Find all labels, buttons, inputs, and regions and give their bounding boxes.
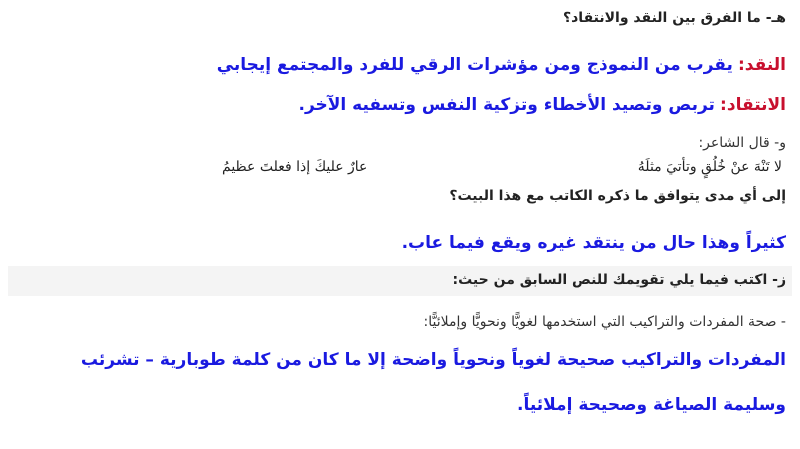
evaluation-point: - صحة المفردات والتراكيب التي استخدمها لغويًّا ونحويًّا وإملائيًّا: bbox=[423, 314, 786, 330]
intiqad-answer: تربص وتصيد الأخطاء وتزكية النفس وتسفيه الآخر. bbox=[298, 95, 715, 115]
intiqad-definition bbox=[298, 95, 786, 115]
answer-verse: كثيراً وهذا حال من ينتقد غيره ويقع فيما عاب. bbox=[401, 233, 786, 253]
question-verse: إلى أي مدى يتوافق ما ذكره الكاتب مع هذا البيت؟ bbox=[449, 188, 786, 204]
evaluation-prompt: ز- اكتب فيما يلي تقويمك للنص السابق من حيث: bbox=[452, 272, 786, 288]
intiqad-term: الانتقاد: bbox=[720, 95, 786, 115]
verse-second-hemistich: عارٌ عليكَ إذا فعلتَ عظيمُ bbox=[222, 159, 368, 175]
naqd-term: النقد: bbox=[737, 55, 786, 75]
naqd-answer: يقرب من النموذج ومن مؤشرات الرقي للفرد والمجتمع إيجابي bbox=[216, 55, 733, 75]
question-difference: هـ- ما الفرق بين النقد والانتقاد؟ bbox=[563, 10, 786, 26]
poetry-verse bbox=[222, 159, 782, 181]
naqd-definition bbox=[217, 55, 786, 75]
verse-first-hemistich: لا تَنْهَ عنْ خُلُقٍ وتأتيَ مثلَهُ bbox=[637, 159, 782, 175]
evaluation-answer-line1: المفردات والتراكيب صحيحة لغوياً ونحوياً واضحة إلا ما كان من كلمة طوبارية – تشرئب bbox=[80, 350, 786, 370]
evaluation-answer-line2: وسليمة الصياغة وصحيحة إملائياً. bbox=[516, 395, 786, 415]
poet-intro: و- قال الشاعر: bbox=[698, 135, 786, 151]
